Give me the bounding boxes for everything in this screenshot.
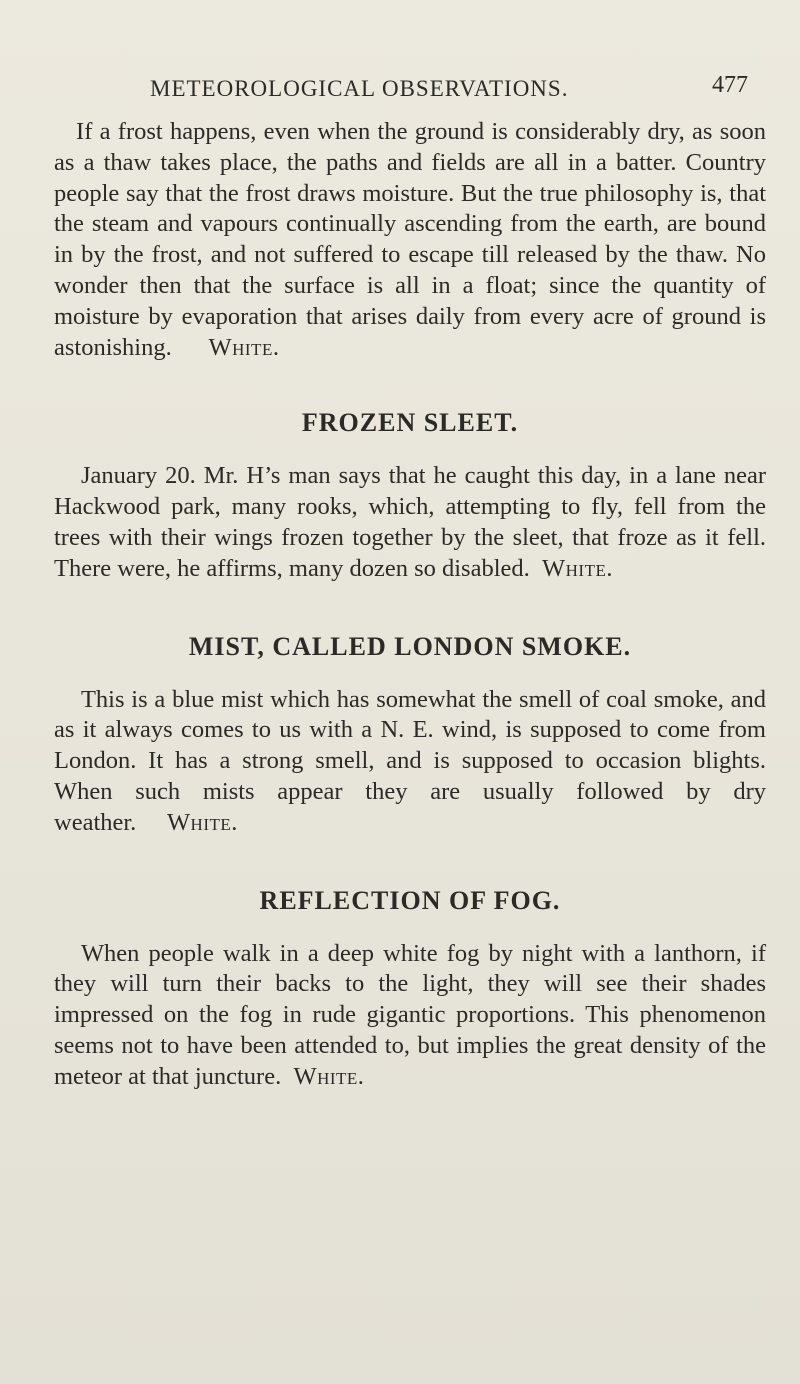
section-text: January 20. Mr. H’s man says that he caught this day, in a lane near Hackwood park, many rooks, which, attempting to fly, fell from the trees with their wings frozen together by the sleet, that froze as it fell. There were, he affirms, many dozen so disabled. (54, 462, 766, 582)
section-text: This is a blue mist which has somewhat the smell of coal smoke, and as it always comes to us with a N. E. wind, is supposed to come from London. It has a strong smell, and is supposed to occasion blights. When such mists appear they are usually followed by dry weather. (54, 685, 766, 836)
section-paragraph (54, 939, 766, 1093)
section-paragraph (54, 685, 766, 839)
section-heading: REFLECTION OF FOG. (259, 885, 561, 915)
section-signature: White. (166, 808, 238, 836)
section-heading: MIST, CALLED LONDON SMOKE. (188, 631, 632, 661)
section-signature: White. (542, 554, 613, 582)
intro-text: If a frost happens, even when the ground is considerably dry, as soon as a thaw takes place, the paths and fields are all in a batter. Country people say that the frost draws moisture. But the true philosophy is, that the steam and vapours continually ascending from the earth, are bound in by the frost, and not suffered to escape till released by the thaw. No wonder then that the surface is all in a float; since the quantity of moisture by evaporation that arises daily from every acre of ground is astonishing. (54, 118, 766, 361)
intro-signature: White. (208, 333, 280, 361)
section-text: When people walk in a deep white fog by night with a lanthorn, if they will turn their backs to the light, they will see their shades impressed on the fog in rude gigantic proportions. This phenomenon seems not to have been attended to, but implies the great density of the meteor at that juncture. (54, 939, 766, 1090)
section-heading: FROZEN SLEET. (301, 408, 519, 438)
section-paragraph (54, 461, 766, 584)
text-block (54, 117, 766, 1093)
running-head (0, 72, 800, 108)
page-number: 477 (712, 72, 748, 98)
running-title: METEOROLOGICAL OBSERVATIONS. (150, 76, 569, 101)
section-signature: White. (293, 1062, 365, 1090)
intro-paragraph (54, 117, 766, 363)
